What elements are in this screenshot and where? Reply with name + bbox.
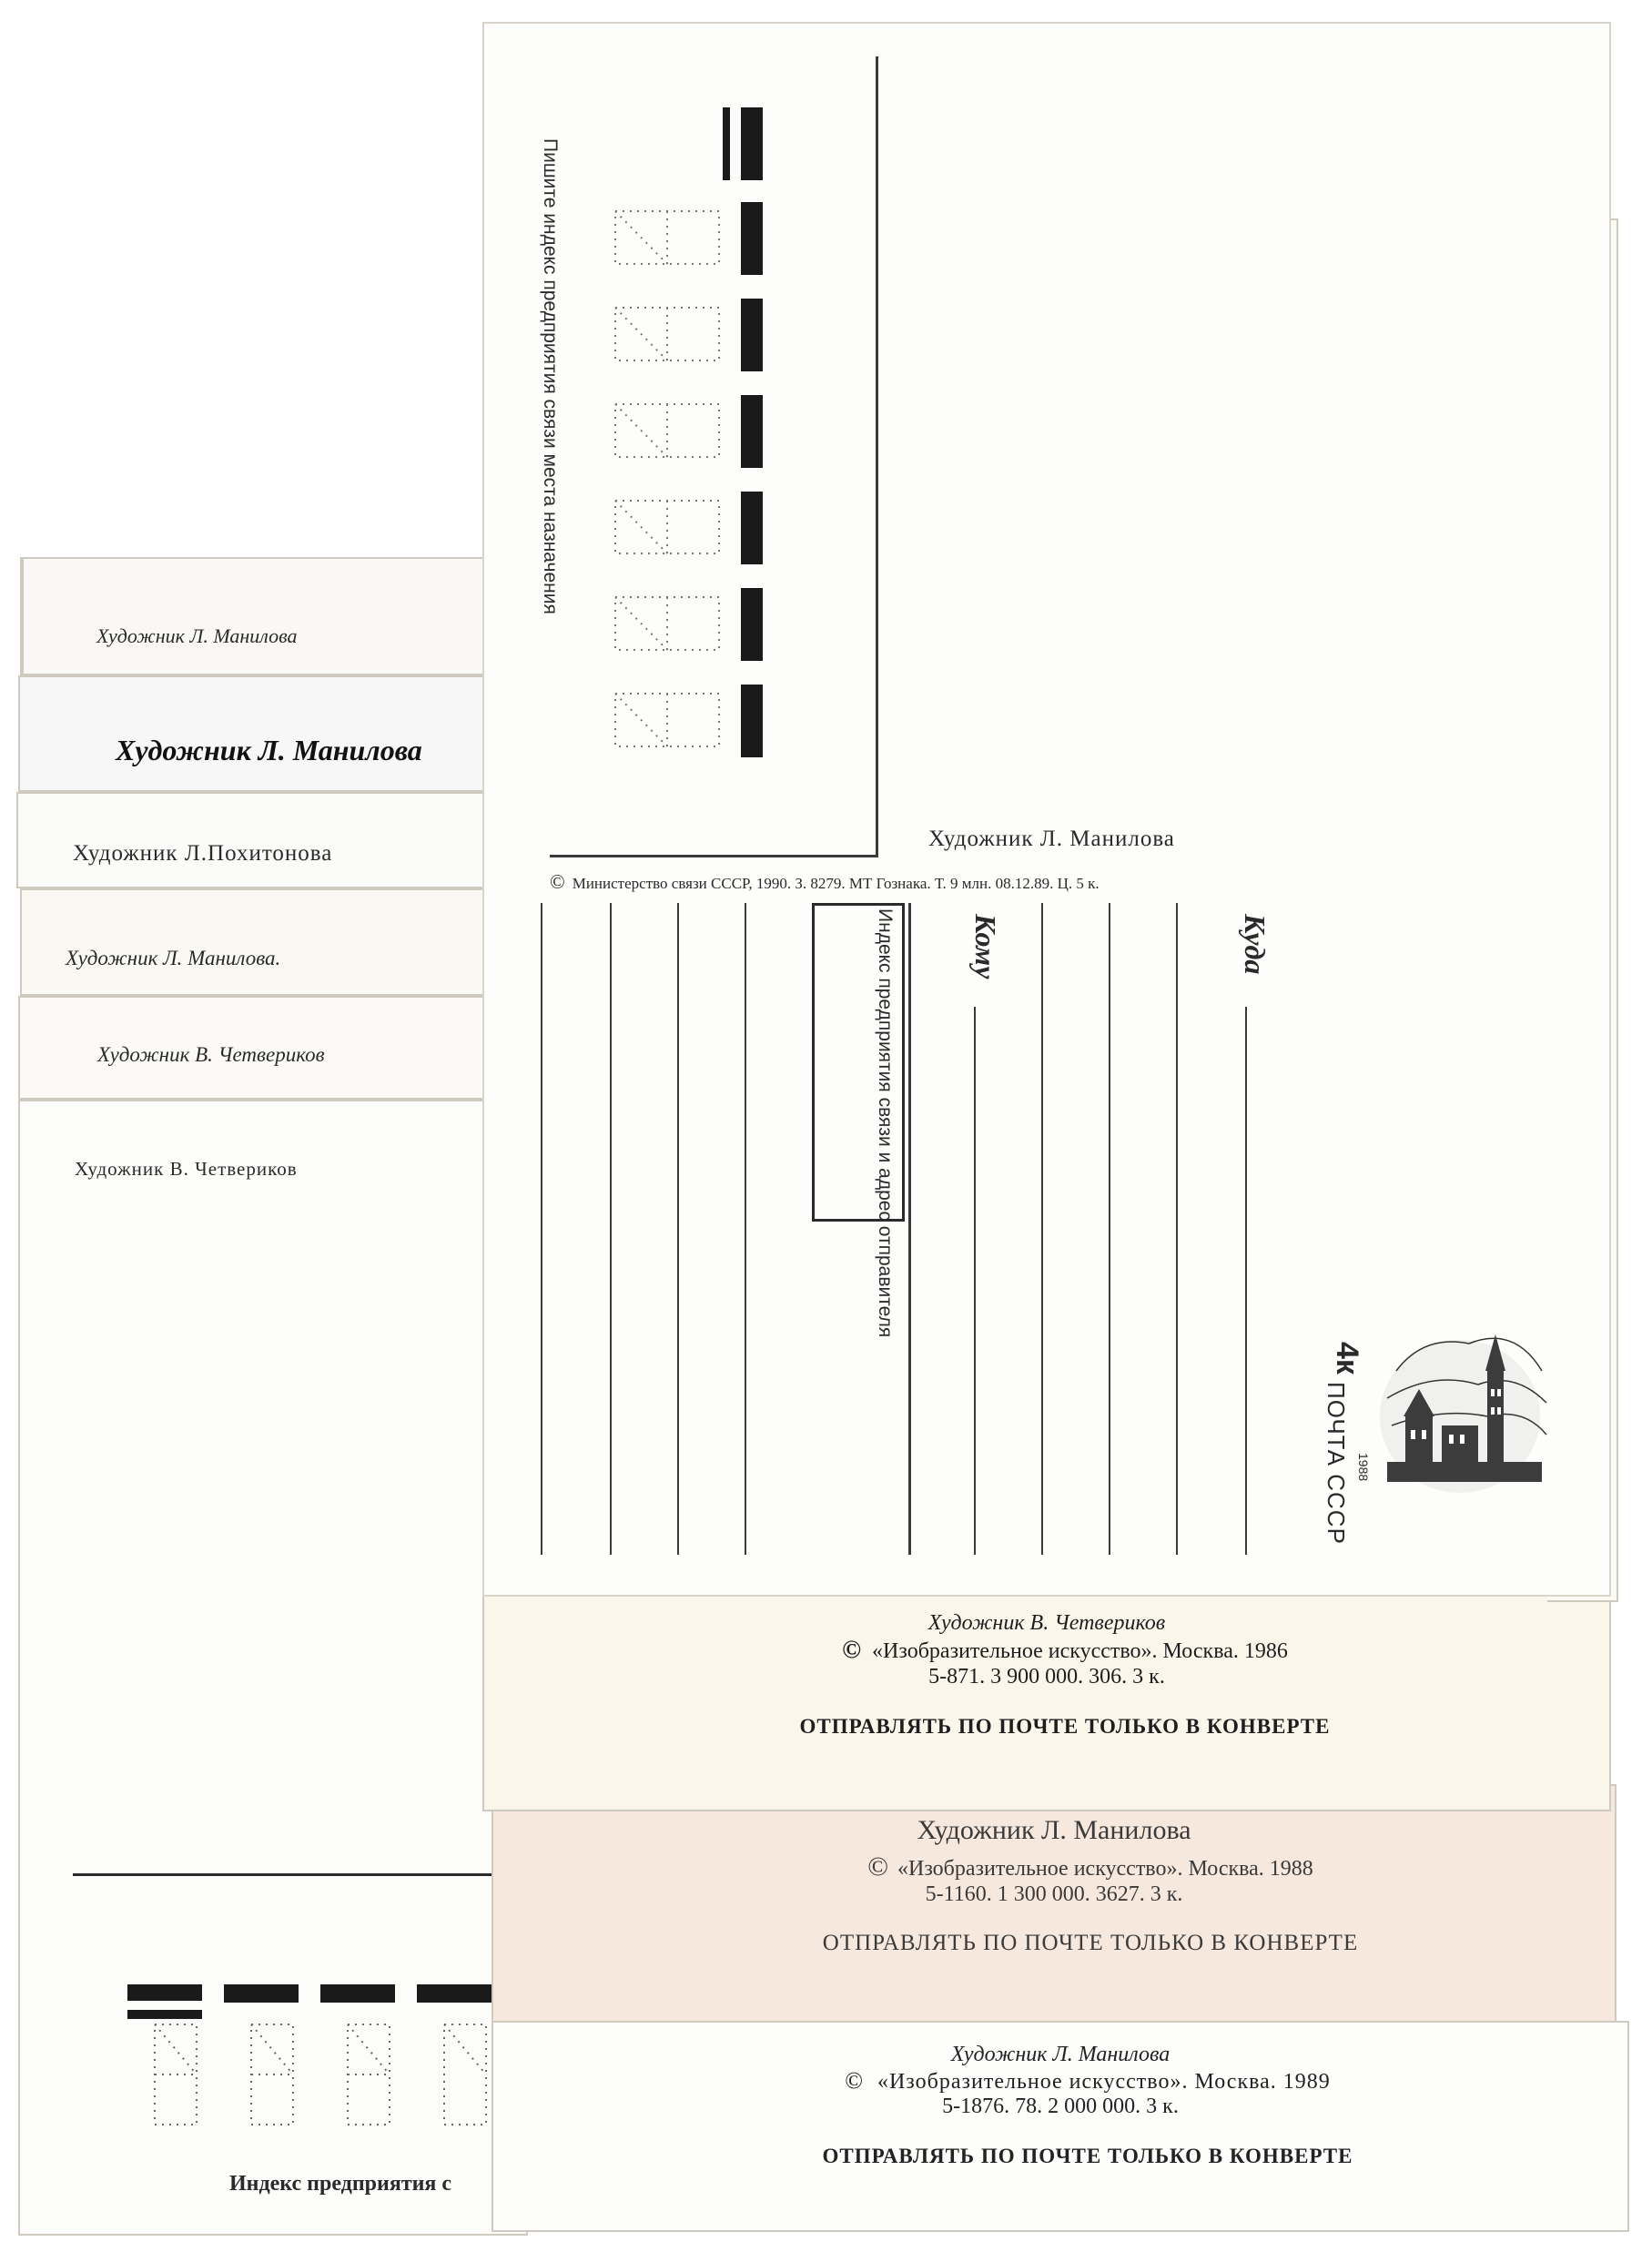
print-code: 5-1160. 1 300 000. 3627. 3 к. xyxy=(925,1882,1183,1906)
left-strip-1 xyxy=(22,557,532,675)
index-code-bar xyxy=(417,1984,492,2003)
address-line xyxy=(1176,903,1178,1555)
copyright-icon: © xyxy=(867,1851,888,1882)
index-area-border-bottom xyxy=(550,855,878,857)
artist-credit: Художник В. Четвериков xyxy=(927,1611,1166,1635)
index-code-bar xyxy=(723,107,730,180)
index-code-bar xyxy=(741,395,763,468)
publisher-line: © «Изобразительное искусство». Москва. 1989 xyxy=(845,2067,1331,2094)
publisher-line: © «Изобразительное искусство». Москва. 1986 xyxy=(842,1636,1288,1664)
sender-line xyxy=(677,903,679,1555)
index-code-bar xyxy=(127,1984,202,2001)
copyright-icon: © xyxy=(845,2067,863,2094)
left-strip-5 xyxy=(18,996,528,1100)
kremlin-engraving-icon xyxy=(1369,1316,1551,1498)
artist-credit: Художник В. Четвериков xyxy=(97,1043,325,1066)
copyright-icon: © xyxy=(842,1636,862,1664)
sender-box-right-line xyxy=(908,903,911,1555)
artist-credit: Художник Л. Манилова xyxy=(116,734,422,766)
index-code-bar xyxy=(741,685,763,757)
publisher-line: © «Изобразительное искусство». Москва. 1988 xyxy=(867,1851,1313,1882)
left-front-card xyxy=(18,1100,528,2236)
artist-credit: Художник В. Четвериков xyxy=(75,1158,298,1180)
card-white-bottom xyxy=(492,2021,1629,2232)
left-strip-4 xyxy=(20,888,530,996)
index-code-bar xyxy=(224,1984,299,2003)
card-cream xyxy=(482,1584,1611,1811)
sender-index-label: Индекс предприятия с xyxy=(229,2172,452,2196)
left-strip-2 xyxy=(18,675,528,792)
artist-credit: Художник Л. Манилова xyxy=(96,624,298,647)
index-area-border-right xyxy=(876,56,878,857)
to-label: Кому xyxy=(969,914,1002,979)
index-code-bar xyxy=(127,2010,202,2019)
card-pink xyxy=(492,1784,1617,2030)
artist-credit: Художник Л. Манилова xyxy=(928,827,1175,851)
sender-line xyxy=(610,903,612,1555)
address-line xyxy=(1109,903,1110,1555)
postage-stamp xyxy=(1322,1316,1558,1545)
stamp-year: 1988 xyxy=(1356,1453,1371,1482)
index-digit-boxes xyxy=(127,2021,528,2130)
where-line xyxy=(1245,1007,1247,1555)
index-code-bar xyxy=(320,1984,395,2003)
sender-line xyxy=(745,903,746,1555)
stamp-value: 4к xyxy=(1330,1342,1364,1375)
envelope-note: ОТПРАВЛЯТЬ ПО ПОЧТЕ ТОЛЬКО В КОНВЕРТЕ xyxy=(822,2145,1353,2167)
address-line xyxy=(1041,903,1043,1555)
index-instruction: Пишите индекс предприятия связи места назначения xyxy=(540,138,561,614)
artist-credit: Художник Л. Манилова xyxy=(917,1815,1191,1845)
print-code: 5-1876. 78. 2 000 000. 3 к. xyxy=(942,2095,1179,2118)
index-code-bar xyxy=(741,107,763,180)
copyright-icon: © xyxy=(550,870,565,893)
envelope-note: ОТПРАВЛЯТЬ ПО ПОЧТЕ ТОЛЬКО В КОНВЕРТЕ xyxy=(799,1715,1331,1738)
where-label: Куда xyxy=(1239,914,1272,975)
sender-line xyxy=(541,903,542,1555)
left-strip-3 xyxy=(16,792,526,888)
index-code-bar xyxy=(741,588,763,661)
main-postcard xyxy=(482,22,1611,1597)
index-digit-boxes xyxy=(612,206,730,788)
print-code: 5-871. 3 900 000. 306. 3 к. xyxy=(928,1665,1165,1689)
artist-credit: Художник Л.Похитонова xyxy=(73,841,333,866)
address-divider xyxy=(73,1873,528,1876)
publisher-block xyxy=(493,2043,1627,2168)
index-code-bar xyxy=(741,202,763,275)
publisher-block xyxy=(484,1611,1609,1739)
artist-credit: Художник Л. Манилова xyxy=(950,2043,1171,2066)
index-code-bar xyxy=(741,492,763,564)
stamp-country: ПОЧТА СССР xyxy=(1323,1382,1350,1545)
to-line xyxy=(974,1007,976,1555)
index-code-bar xyxy=(741,299,763,371)
artist-credit: Художник Л. Манилова. xyxy=(66,947,281,969)
sender-index-label: Индекс предприятия связи и адрес отправителя xyxy=(875,908,896,1338)
publisher-block xyxy=(493,1815,1615,1956)
imprint-line: © Министерство связи СССР, 1990. З. 8279. МТ Гознака. Т. 9 млн. 08.12.89. Ц. 5 к. xyxy=(550,870,1100,893)
envelope-note: ОТПРАВЛЯТЬ ПО ПОЧТЕ ТОЛЬКО В КОНВЕРТЕ xyxy=(822,1931,1359,1955)
